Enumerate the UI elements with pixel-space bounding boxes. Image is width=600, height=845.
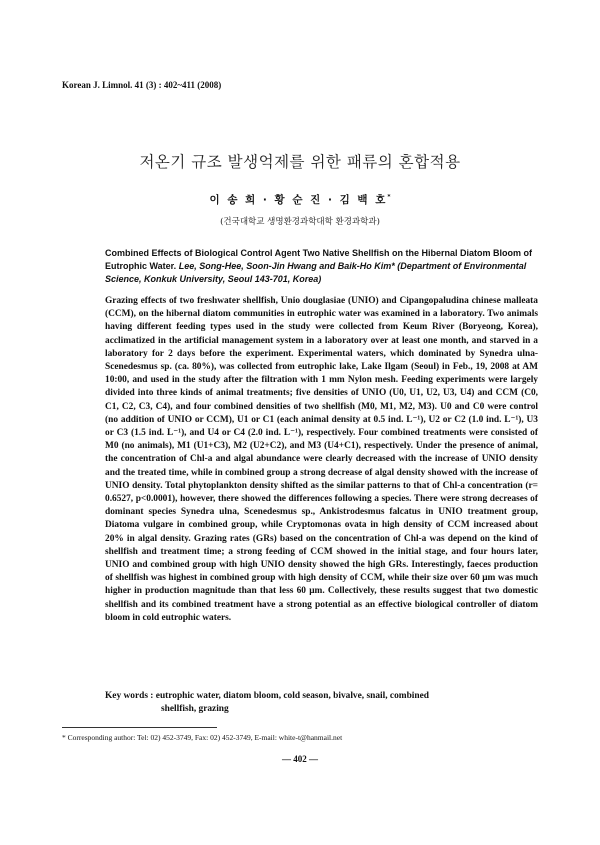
english-title: Combined Effects of Biological Control Agent Two Native Shellfish on the Hibernal Diatom Bloom of Eutrophic Water. [105,248,533,271]
footnote-rule [62,727,217,728]
abstract-body: Grazing effects of two freshwater shellfish, Unio douglasiae (UNIO) and Cipangopaludina chinese malleata (CCM), on the hibernal diatom communities in eutrophic water was examined in a laboratory. Two animals having different feeding types used in the study were collected from Keum River (Boryeong, Korea), acclimatized in the artificial management system in a laboratory over at least one month, and starved in a laboratory for 2 days before the experiment. Experimental waters, which dominated by Synedra ulna-Scenedesmus sp. (ca. 80%), was collected from eutrophic lake, Lake Ilgam (Seoul) in Feb., 19, 2008 at AM 10:00, and used in the study after the filtration with 1 mm Nylon mesh. Feeding experiments were largely divided into three kinds of animal treatments; five densities of UNIO (U0, U1, U2, U3, U4) and CCM (C0, C1, C2, C3, C4), and four combined densities of two shellfish (M0, M1, M2, M3). U0 and C0 were control (no addition of UNIO or CCM), U1 or C1 (each animal density at 0.5 ind. L⁻¹), U2 or C2 (1.0 ind. L⁻¹), U3 or C3 (1.5 ind. L⁻¹), and U4 or C4 (2.0 ind. L⁻¹), respectively. Four combined treatments were consisted of M0 (no animals), M1 (U1+C3), M2 (U2+C2), and M3 (U4+C1), respectively. Under the presence of animal, the concentration of Chl-a and algal abundance were clearly decreased with the increase of UNIO density and the treated time, while in combined group a strong decrease of algal density showed with the increase of UNIO density. Total phytoplankton density shifted as the similar patterns to that of Chl-a concentration (r= 0.6527, p<0.0001), however, there showed the differences following a species. There were strong decreases of dominant species Synedra ulna, Scenedesmus sp., Ankistrodesmus falcatus in UNIO treatment group, Diatoma vulgare in combined group, while Cryptomonas ovata in high density of CCM increased about 20% in algal density. Grazing rates (GRs) based on the concentration of Chl-a was depend on the kind of shellfish and treatment time; a strong feeding of CCM showed in the initial stage, and four hours later, UNIO and combined group with high UNIO density showed the high GRs. Interestingly, faeces production of shellfish was highest in combined group with high density of CCM, while their size over 60 μm was much higher in production magnitude than that less 60 μm. Collectively, these results suggest that two domestic shellfish and its combined treatment have a strong potential as an effective biological controller of diatom bloom in cold eutrophic waters. [105,296,538,623]
footnote: * Corresponding author: Tel: 02) 452-3749, Fax: 02) 452-3749, E-mail: white-t@hanmail.net [62,733,343,742]
korean-authors [0,192,600,207]
corresponding-mark: * [387,193,391,201]
korean-affiliation: (건국대학교 생명환경과학대학 환경과학과) [220,217,380,227]
page-number: — 402 — [282,754,318,764]
english-authors: Lee, Song-Hee, Soon-Jin Hwang and Baik-Ho Kim* (Department of Environmental Science, Konkuk University, Seoul 143-701, Korea) [105,261,527,284]
journal-citation: Korean J. Limnol. 41 (3) : 402~411 (2008) [62,80,222,90]
keywords [105,690,538,716]
keywords-label: Key words : [105,691,154,701]
keywords-line2: shellfish, grazing [161,704,229,715]
keywords-line1: eutrophic water, diatom bloom, cold season, bivalve, snail, combined [155,691,429,701]
english-heading [105,247,545,286]
author-names: 이 송 희 · 황 순 진 · 김 백 호 [209,194,388,206]
korean-title: 저온기 규조 발생억제를 위한 패류의 혼합적용 [139,153,461,171]
